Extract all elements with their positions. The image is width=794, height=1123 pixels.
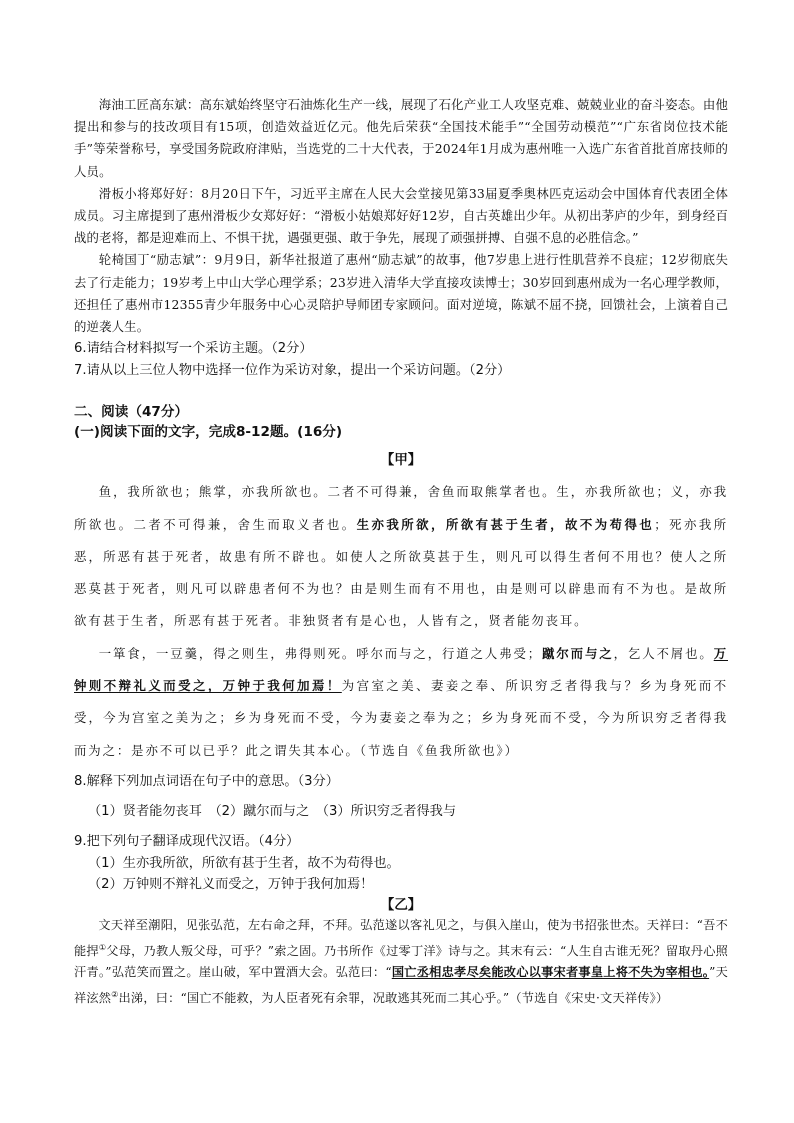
material-gao-dongbin: 海油工匠高东斌：高东斌始终坚守石油炼化生产一线，展现了石化产业工人攻坚克难、兢兢业业的奋斗姿态。由他提出和参与的技改项目有15项，创造效益近亿元。他先后荣获“全国技术能手”“全国劳动模范”“广东省岗位技术能手”等荣誉称号，享受国务院政府津贴，当选党的二十大代表，于2024年1月成为惠州唯一入选广东省首批首席技师的人员。	[74, 97, 728, 179]
passage-jia-title: 【甲】	[380, 452, 422, 469]
material-lizhi-bin: 轮椅国丁“励志斌”：9月9日，新华社报道了惠州“励志斌”的故事，他7岁患上进行性肌营养不良症；12岁彻底失去了行走能力；19岁考上中山大学心理学系；23岁进入清华大学直接攻读博士；30岁回到惠州成为一名心理学教师，还担任了惠州市12355青少年服务中心心灵陪护导师团专家顾问。面对逆境，陈斌不屈不挠，回馈社会，上演着自己的逆袭人生。	[74, 252, 728, 335]
yi-text-b: 父母，乃教人叛父母，可乎？”索之固。乃书所作《过零丁洋》诗与之。其末有云：“人生自古谁无死？留取丹心照汗青。”弘范笑而置之。崖山破，军中置酒大会。弘范曰：“	[74, 943, 729, 980]
passage-jia-paragraph-1	[74, 476, 728, 637]
jia-text-1b: ；死亦我所恶，所恶有甚于死者，故患有所不辟也。如使人之所欲莫甚于生，则凡可以得生者何不用也？使人之所恶莫甚于死者，则凡可以辟患者何不为也？由是则生而有不用也，由是则可以辟患而有不为也。是故所欲有甚于生者，所恶有甚于死者。非独贤者有是心也，人皆有之，贤者能勿丧耳。	[74, 516, 729, 629]
question-9-item-2: （2）万钟则不辩礼义而受之，万钟于我何加焉！	[88, 876, 374, 892]
jia-underlined-sentence: 万钟则不辩礼义而受之，万钟于我何加焉！	[74, 645, 728, 694]
material-zheng-haohao: 滑板小将郑好好：8月20日下午，习近平主席在人民大会堂接见第33届夏季奥林匹克运动会中国体育代表团全体成员。习主席提到了惠州滑板少女郑好好：“滑板小姑娘郑好好12岁，自古英雄出少年。从初出茅庐的少年，到身经百战的老将，都是迎难而上、不惧干扰，遇强更强、敢于争先，展现了顽强拼搏、自强不息的必胜信念。”	[74, 185, 728, 246]
subsection-title: (一)阅读下面的文字，完成8-12题。(16分)	[74, 424, 343, 441]
question-6: 6.请结合材料拟写一个采访主题。（2分）	[74, 341, 313, 357]
yi-text-d: 出涕，曰：“国亡不能救，为人臣者死有余罪，况敢逃其死而二其心乎。”（节选自《宋史·文天祥传》）	[118, 990, 669, 1005]
question-9: 9.把下列句子翻译成现代汉语。（4分）	[74, 833, 300, 849]
passage-yi-title: 【乙】	[380, 896, 422, 913]
question-8: 8.解释下列加点词语在句子中的意思。（3分）	[74, 773, 339, 789]
jia-bold-sentence-1: 生亦我所欲，所欲有甚于生者，故不为苟得也	[356, 516, 655, 532]
jia-bold-phrase: 蹴尔而与之	[542, 645, 614, 661]
jia-text-1a: 鱼，我所欲也；熊掌，亦我所欲也。二者不可得兼，舍鱼而取熊掌者也。生，亦我所欲也；义，亦我所欲也。二者不可得兼，舍生而取义者也。	[74, 484, 728, 532]
jia-text-2c: 为宫室之美、妻妾之奉、所识穷乏者得我与？乡为身死而不受，今为宫室之美为之；乡为身死而不受，今为妻妾之奉为之；乡为身死而不受，今为所识穷乏者得我而为之：是亦不可以已乎？此之谓失其本心。（节选自《鱼我所欲也》）	[74, 678, 728, 758]
passage-jia-paragraph-2	[74, 638, 728, 767]
passage-yi-paragraph	[74, 915, 728, 1010]
question-8-items: （1）贤者能勿丧耳 （2）蹴尔而与之 （3）所识穷乏者得我与	[88, 803, 457, 819]
footnote-marker-2: ②	[111, 989, 119, 999]
section-title: 二、阅读（47分）	[74, 404, 189, 421]
yi-underlined-sentence: 国亡丞相忠孝尽矣能改心以事宋者事皇上将不失为宰相也。	[391, 965, 710, 980]
yi-text-c: ”天祥泫然	[74, 965, 728, 1005]
jia-text-2a: 一箪食，一豆羹，得之则生，弗得则死。呼尔而与之，行道之人弗受；	[98, 645, 543, 661]
footnote-marker-1: ①	[98, 942, 107, 952]
yi-text-a: 文天祥至潮阳，见张弘范，左右命之拜，不拜。弘范遂以客礼见之，与俱入崖山，使为书招张世杰。天祥曰：“吾不能捍	[74, 917, 728, 958]
jia-text-2b: ，乞人不屑也。	[613, 645, 714, 661]
question-9-item-1: （1）生亦我所欲，所欲有甚于生者，故不为苟得也。	[88, 855, 400, 871]
question-7: 7.请从以上三位人物中选择一位作为采访对象，提出一个采访问题。（2分）	[74, 363, 511, 379]
document-page	[74, 94, 728, 1009]
